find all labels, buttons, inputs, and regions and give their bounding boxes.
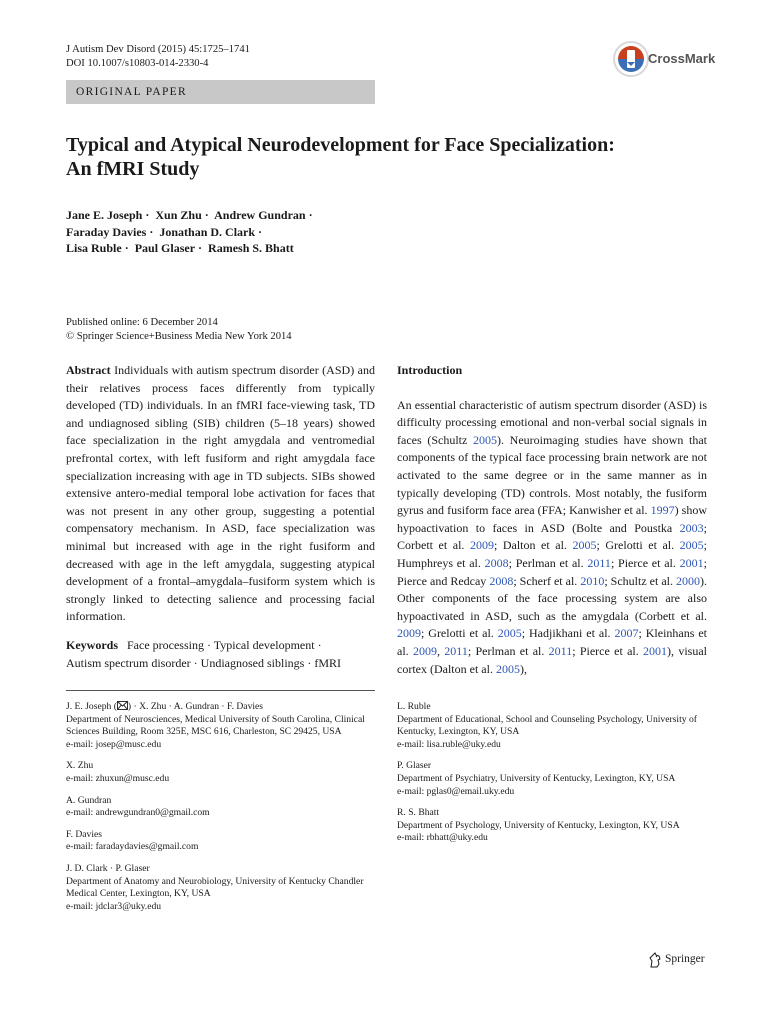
reference-link[interactable]: 2001 (679, 555, 704, 570)
article-title (66, 133, 696, 181)
affiliation-block (397, 701, 707, 751)
crossmark-icon (612, 40, 650, 78)
introduction-paragraph (397, 397, 707, 679)
keyword: Typical development (213, 637, 315, 652)
intro-text: ; Grelotti et al. (421, 626, 498, 641)
journal-header (66, 43, 250, 71)
footnote-divider (66, 690, 375, 691)
affiliation-email[interactable]: e-mail: pglas0@email.uky.edu (397, 785, 515, 797)
reference-link[interactable]: 2005 (572, 538, 597, 553)
reference-link[interactable]: 2011 (444, 643, 468, 658)
introduction-heading: Introduction (397, 363, 463, 377)
intro-text: ; Scherf et al. (513, 573, 581, 588)
reference-link[interactable]: 2008 (484, 555, 509, 570)
intro-text: ; Kleinhans et al. (397, 626, 707, 658)
intro-text: ), visual cortex (Dalton et al. (397, 643, 708, 676)
article-type-band: ORIGINAL PAPER (66, 80, 375, 104)
crossmark-badge[interactable] (612, 40, 716, 80)
envelope-icon[interactable] (117, 701, 128, 710)
reference-link[interactable]: 2003 (679, 520, 704, 535)
reference-link[interactable]: 2005 (472, 432, 497, 447)
affiliation-block (66, 863, 381, 913)
affiliation-block (66, 701, 381, 751)
affiliation-names: P. Glaser (397, 760, 432, 772)
affiliation-names (66, 701, 381, 714)
affiliations-left (66, 701, 381, 922)
keywords-label: Keywords (66, 637, 118, 652)
keyword: Undiagnosed siblings (200, 655, 305, 670)
abstract-text: Individuals with autism spectrum disorder (ASD) and their relatives process faces differently from typically developed (TD) individuals. In an fMRI face-viewing task, TD and undiagnosed sibling (SIB) children (5–18 years) showed face specialization in the right amygdala and ventromedial prefrontal cortex, with left fusiform and right amygdala face specialization increasing with age in TD subjects. SIBs showed extensive antero-medial temporal lobe activation for faces that was not present in any other group, suggesting a potential compensatory mechanism. In ASD, face specialization was minimal but increased with age in the right fusiform and decreased with age in the left amygdala, suggesting atypical development of a frontal–amygdala–fusiform system which is strongly linked to detecting salience and processing facial information. (66, 363, 375, 624)
affiliation-email[interactable]: e-mail: josep@musc.edu (66, 738, 162, 750)
intro-text: ), (519, 661, 527, 676)
author-list: Jane E. Joseph · Xun Zhu · Andrew Gundran · Faraday Davies · Jonathan D. Clark · Lisa Ruble · Paul Glaser · Ramesh S. Bhatt (66, 208, 313, 255)
intro-text: ; Humphreys et al. (397, 538, 707, 570)
affiliation-email[interactable]: e-mail: jdclar3@uky.edu (66, 900, 162, 912)
author[interactable]: Andrew Gundran (214, 208, 306, 222)
intro-text: ). Other components of the face processing system are also hypoactivated in ASD, such as the amygdala (Corbett et al. (397, 573, 707, 623)
intro-text: ; Hadjikhani et al. (521, 626, 615, 641)
author[interactable]: Lisa Ruble (66, 241, 122, 255)
reference-link[interactable]: 2005 (679, 538, 704, 553)
affiliation-email[interactable]: e-mail: zhuxun@musc.edu (66, 772, 170, 784)
intro-text: ; Dalton et al. (493, 538, 573, 553)
author[interactable]: Jonathan D. Clark (159, 224, 256, 239)
affiliation-block (397, 760, 707, 798)
affiliation-names: L. Ruble (397, 701, 431, 712)
affiliation-email[interactable]: e-mail: lisa.ruble@uky.edu (397, 738, 501, 750)
keywords: Keywords Face processing · Typical development · Autism spectrum disorder · Undiagnosed siblings · fMRI (66, 637, 341, 670)
intro-text: ; Schultz et al. (604, 573, 676, 588)
intro-text: ; Corbett et al. (397, 520, 707, 553)
reference-link[interactable]: 2007 (614, 626, 639, 641)
keyword: Face processing (127, 637, 204, 652)
affiliation-names: J. D. Clark · P. Glaser (66, 862, 150, 874)
affiliation-names-start: J. E. Joseph ( (66, 701, 117, 712)
reference-link[interactable]: 2009 (397, 626, 421, 641)
publication-info (66, 316, 292, 343)
reference-link[interactable]: 2010 (580, 573, 605, 588)
abstract-column (66, 362, 375, 672)
introduction-column (397, 362, 707, 678)
title-line-2: An fMRI Study (66, 158, 200, 180)
reference-link[interactable]: 2001 (643, 643, 668, 658)
affiliation-block (66, 795, 381, 820)
author[interactable]: Jane E. Joseph (66, 208, 143, 222)
affiliation-email[interactable]: e-mail: faradaydavies@gmail.com (66, 841, 199, 853)
author[interactable]: Faraday Davies (66, 224, 147, 239)
affiliation-email[interactable]: e-mail: andrewgundran0@gmail.com (66, 807, 210, 819)
title-line-1: Typical and Atypical Neurodevelopment for Face Specialization: (66, 134, 615, 156)
intro-text: An essential characteristic of autism spectrum disorder (ASD) is difficulty processing emotional and non-verbal social signals in faces (Schultz (397, 397, 707, 447)
affiliation-names: F. Davies (66, 828, 103, 840)
affiliation-email[interactable]: e-mail: rbhatt@uky.edu (397, 832, 488, 844)
affiliation-block (66, 829, 381, 854)
intro-text: ). Neuroimaging studies have shown that components of the typical face processing brain network are not activated to the same degree or in the same manner as in typically developing (TD) controls. Most notably, the fusiform gyrus and fusiform face area (FFA; Kanwisher et al. (397, 432, 707, 518)
keyword: fMRI (314, 655, 341, 670)
affiliation-names: R. S. Bhatt (397, 807, 440, 819)
reference-link[interactable]: 2009 (469, 538, 494, 553)
journal-citation: J Autism Dev Disord (2015) 45:1725–1741 (66, 44, 250, 55)
publisher-name: Springer (665, 953, 705, 965)
reference-link[interactable]: 2000 (675, 573, 700, 588)
reference-link[interactable]: 2011 (587, 555, 611, 570)
author[interactable]: Ramesh S. Bhatt (208, 241, 294, 255)
affiliation-block (397, 807, 707, 845)
reference-link[interactable]: 1997 (650, 503, 675, 518)
affiliations-right (397, 701, 707, 854)
affiliation-names: X. Zhu (66, 760, 94, 772)
reference-link[interactable]: 2011 (548, 643, 573, 658)
intro-text: ; Perlman et al. (467, 643, 549, 658)
affiliation-block (66, 760, 381, 785)
reference-link[interactable]: 2005 (495, 661, 520, 676)
author[interactable]: Xun Zhu (155, 208, 202, 222)
keyword: Autism spectrum disorder (66, 655, 191, 670)
affiliation-department: Department of Neurosciences, Medical University of South Carolina, Clinical Sciences Building, Room 325E, MSC 616, Charleston, SC 29425, USA (66, 713, 365, 738)
affiliation-names: A. Gundran (66, 794, 112, 806)
intro-text: ; Grelotti et al. (596, 538, 680, 553)
affiliation-department: Department of Psychiatry, University of Kentucky, Lexington, KY, USA (397, 772, 676, 784)
affiliation-department: Department of Educational, School and Counseling Psychology, University of Kentucky, Lexington, KY, USA (397, 713, 697, 738)
published-date: Published online: 6 December 2014 (66, 317, 218, 328)
doi[interactable]: DOI 10.1007/s10803-014-2330-4 (66, 58, 209, 69)
copyright: © Springer Science+Business Media New York 2014 (66, 330, 292, 342)
intro-text: ; Pierce and Redcay (397, 555, 708, 588)
author[interactable]: Paul Glaser (134, 241, 196, 255)
intro-text: ; Pierce et al. (610, 555, 680, 570)
intro-text: ; Pierce et al. (572, 643, 644, 658)
abstract (66, 362, 375, 626)
intro-text: ; Perlman et al. (508, 555, 588, 570)
crossmark-label: CrossMark (648, 51, 716, 66)
abstract-label: Abstract (66, 363, 111, 377)
reference-link[interactable]: 2008 (489, 573, 514, 588)
affiliation-department: Department of Psychology, University of Kentucky, Lexington, KY, USA (397, 819, 680, 831)
intro-text: , (436, 643, 445, 658)
reference-link[interactable]: 2009 (412, 643, 437, 658)
intro-text: ) show hypoactivation to faces in ASD (Bolte and Poustka (397, 503, 707, 535)
affiliation-department: Department of Anatomy and Neurobiology, University of Kentucky Chandler Medical Center, Lexington, KY, USA (66, 875, 364, 900)
springer-horse-icon (648, 952, 662, 968)
reference-link[interactable]: 2005 (497, 626, 522, 641)
affiliation-names-end: ) · X. Zhu · A. Gundran · F. Davies (127, 701, 264, 712)
